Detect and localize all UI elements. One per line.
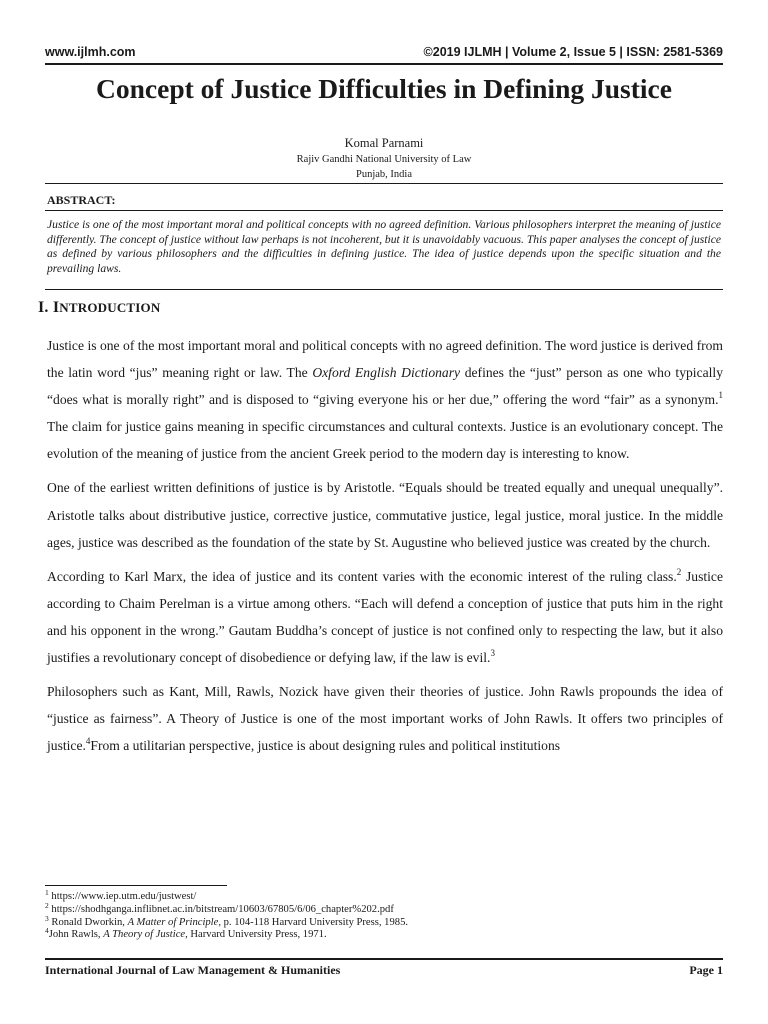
paragraph-3-text-a: According to Karl Marx, the idea of justice and its content varies with the economic interest of the ruling class. [47, 568, 677, 584]
paragraph-3 [47, 563, 723, 671]
footnote-2-link[interactable]: https://shodhganga.inflibnet.ac.in/bitstream/10603/67805/6/06_chapter%202.pdf [48, 903, 394, 915]
footnote-2 [45, 900, 723, 917]
paragraph-3-text-b: Justice according to Chaim Perelman is a virtue among others. “Each will defend a conception of justice that puts him in the right and his opponent in the wrong.” Gautam Buddha’s concept of justice is not confined only to respecting the law, but it also justifies a revolutionary concept of disobedience or defying law, if the law is evil. [47, 568, 723, 666]
footnote-3-number: 3 [45, 913, 49, 923]
footnote-1-number: 1 [45, 888, 49, 897]
paragraph-4-text-b: From a utilitarian perspective, justice is about designing rules and political institutions [90, 738, 561, 754]
footer-rule [45, 958, 723, 960]
abstract-text: Justice is one of the most important moral and political concepts with no agreed definition. Various philosophers interpret the meaning of justice differently. The concept of justice without law perhaps is not incoherent, but it is unavoidably vacuous. This paper analyses the concept of justice as defined by various philosophers and the difficulties in defining justice. The idea of justice depends upon the specific situation and the prevailing laws. [47, 218, 721, 275]
footnote-ref-4[interactable]: 4 [85, 736, 91, 747]
abstract-rule-top [45, 183, 723, 184]
paragraph-4 [47, 678, 723, 759]
footnote-2-number: 2 [45, 900, 49, 910]
running-footer [45, 963, 723, 979]
paragraph-2: One of the earliest written definitions of justice is by Aristotle. “Equals should be treated equally and unequal unequally”. Aristotle talks about distributive justice, corrective justice, commutative justice, legal justice, moral justice. In the middle ages, justice was described as the foundation of the state by St. Augustine who believed justice was created by the church. [47, 480, 723, 550]
footnote-3-text-a: Ronald Dworkin, [48, 916, 128, 928]
paragraph-1 [47, 332, 723, 467]
running-header [45, 45, 723, 63]
footnote-4-italic: A Theory of Justice, [103, 929, 188, 941]
footnote-3 [45, 913, 723, 930]
footnote-ref-2[interactable]: 2 [676, 566, 682, 577]
abstract-rule-bottom [45, 289, 723, 290]
body-text [47, 332, 723, 766]
page-number: Page 1 [689, 963, 723, 977]
footnote-4-number: 4 [45, 926, 49, 936]
section-initial: I [52, 299, 60, 316]
section-heading-introduction [38, 298, 160, 318]
footnote-ref-3[interactable]: 3 [490, 648, 495, 659]
author-name: Komal Parnami [344, 136, 424, 150]
footnote-1-link[interactable]: https://www.iep.utm.edu/justwest/ [48, 891, 197, 902]
abstract-rule-middle [45, 210, 723, 211]
author-affiliation: Rajiv Gandhi National University of Law [296, 154, 472, 165]
journal-citation: ©2019 IJLMH | Volume 2, Issue 5 | ISSN: 2581-5369 [423, 45, 723, 59]
header-rule [45, 63, 723, 65]
footer-journal-name: International Journal of Law Management & Humanities [45, 963, 341, 977]
section-number: I. [38, 299, 49, 316]
paragraph-4-text-a: Philosophers such as Kant, Mill, Rawls, Nozick have given their theories of justice. John Rawls propounds the idea of “justice as fairness”. A Theory of Justice is one of the most important works of John Rawls. It offers two principles of justice. [47, 684, 723, 754]
abstract-heading: ABSTRACT: [47, 193, 116, 207]
paragraph-1-text-a: Justice is one of the most important moral and political concepts with no agreed definition. The word justice is derived from the latin word “jus” meaning right or law. The [47, 338, 723, 381]
author-location: Punjab, India [356, 169, 412, 180]
journal-website[interactable]: www.ijlmh.com [45, 45, 136, 59]
footnote-1 [45, 888, 723, 904]
paragraph-1-text-c: The claim for justice gains meaning in specific circumstances and cultural contexts. Justice is an evolutionary concept. The evolution of the meaning of justice from the ancient Greek period to the modern day is interesting to know. [47, 419, 723, 462]
footnote-4-text-a: John Rawls, [48, 929, 104, 941]
footnote-4-text-b: Harvard University Press, 1971. [187, 929, 327, 941]
paragraph-1-text-b: defines the “just” person as one who typically “does what is morally right” and is disposed to “giving everyone his or her due,” offering the word “fair” as a synonym. [47, 365, 723, 408]
footnote-4 [45, 926, 723, 942]
section-title-rest: NTRODUCTION [59, 300, 161, 315]
footnote-rule [45, 885, 227, 886]
paragraph-1-italic: Oxford English Dictionary [312, 365, 461, 381]
paper-title: Concept of Justice Difficulties in Defining Justice [96, 73, 672, 104]
footnote-3-text-b: p. 104-118 Harvard University Press, 1985. [220, 916, 409, 928]
footnote-3-italic: A Matter of Principle, [127, 916, 221, 928]
footnote-ref-1[interactable]: 1 [718, 390, 723, 401]
footnotes [45, 888, 723, 942]
